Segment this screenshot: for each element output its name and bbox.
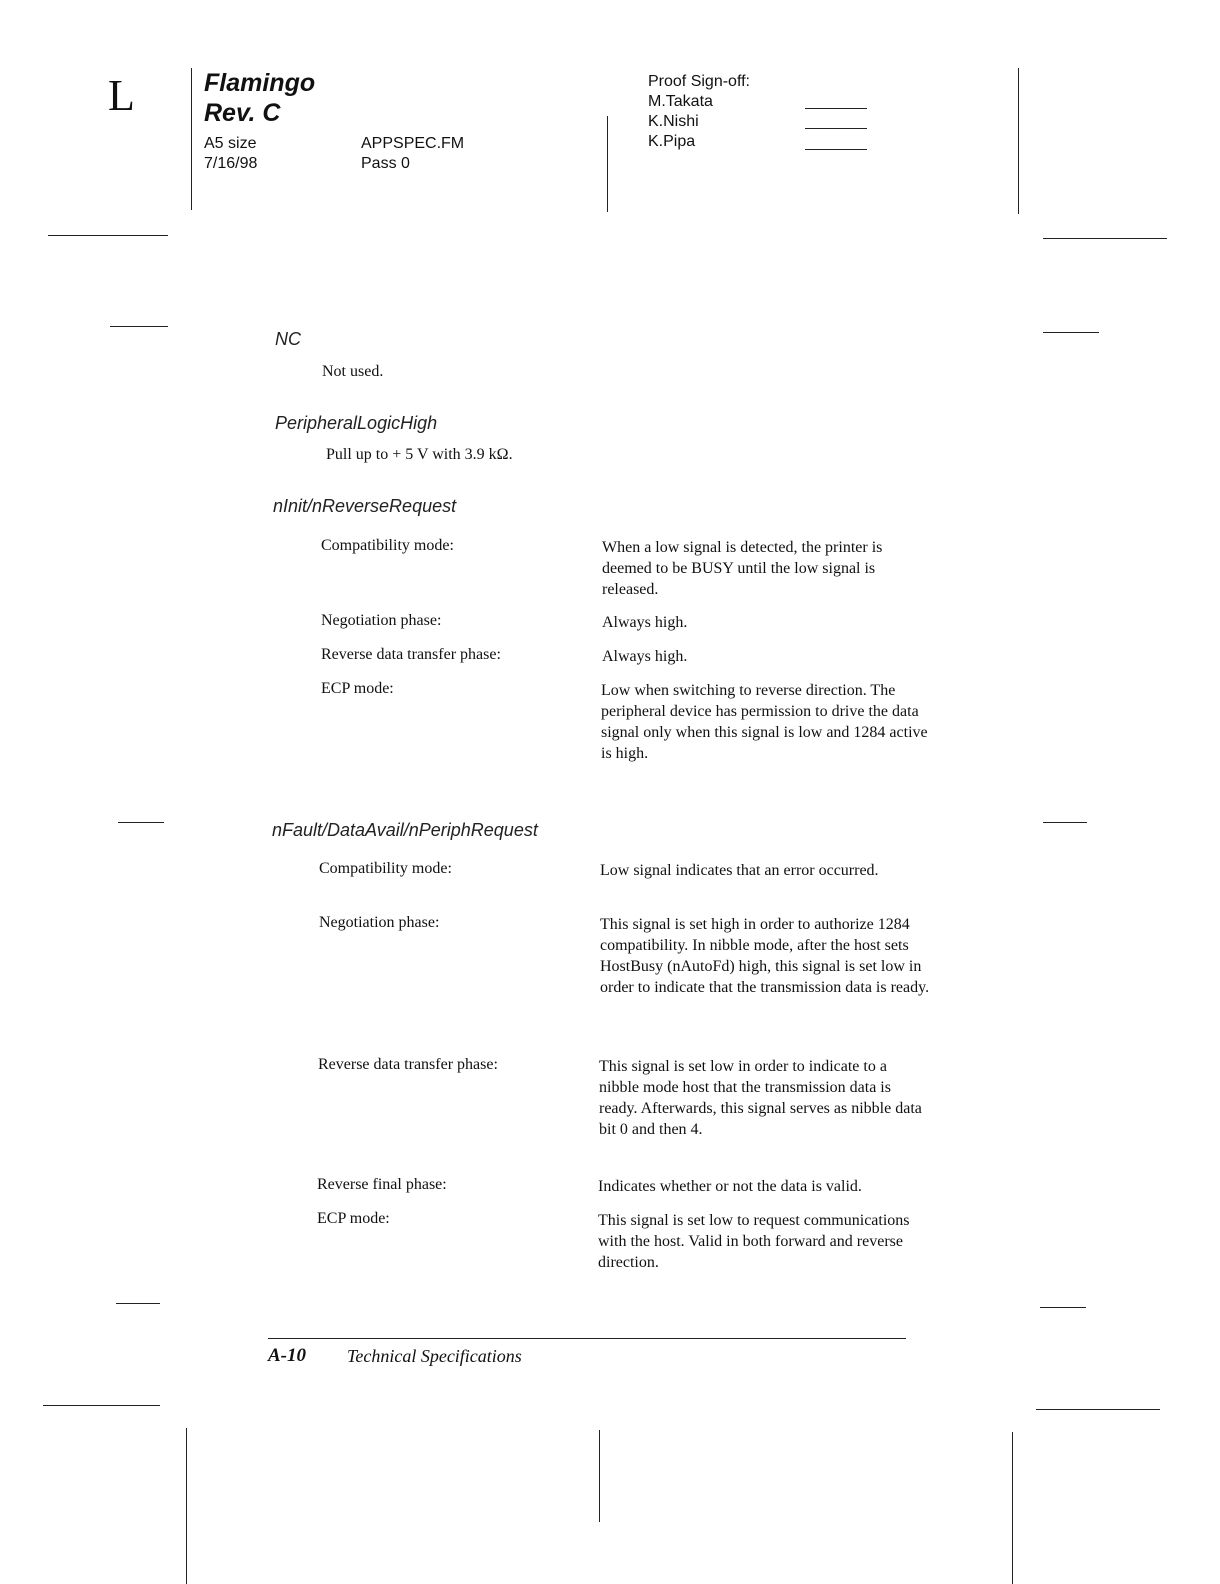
doc-file: APPSPEC.FM xyxy=(361,135,465,152)
crop-mark xyxy=(43,1405,160,1406)
proof-signoff-label: Proof Sign-off: xyxy=(648,73,750,90)
crop-mark xyxy=(1012,1432,1013,1584)
row-description: Low when switching to reverse direction. The peripheral device has permission to drive the data signal only when this signal is low and 1284 active is high. xyxy=(601,682,928,762)
section-text-nc: Not used. xyxy=(322,363,384,380)
doc-pass: Pass 0 xyxy=(361,155,410,172)
row-description: When a low signal is detected, the printer is deemed to be BUSY until the low signal is released. xyxy=(602,539,883,598)
chapter-title: Technical Specifications xyxy=(347,1346,522,1366)
row-description: This signal is set low to request communications with the host. Valid in both forward and reverse direction. xyxy=(598,1212,910,1271)
row-description: This signal is set low in order to indicate to a nibble mode host that the transmission data is ready. Afterwards, this signal serves as nibble data bit 0 and then 4. xyxy=(599,1058,922,1138)
signoff-line xyxy=(805,149,867,150)
row-description: Always high. xyxy=(602,614,688,631)
crop-mark xyxy=(110,326,168,327)
page-number: A-10 xyxy=(268,1345,306,1366)
row-label: Compatibility mode: xyxy=(319,860,452,877)
section-heading-ninit: nInit/nReverseRequest xyxy=(273,496,457,516)
crop-mark xyxy=(599,1430,600,1522)
section-text-peripheral-logic-high: Pull up to + 5 V with 3.9 kΩ. xyxy=(326,446,513,463)
crop-mark xyxy=(116,1303,160,1304)
header-divider-center xyxy=(607,116,608,212)
signer-name: K.Pipa xyxy=(648,133,696,150)
row-label: Negotiation phase: xyxy=(321,612,442,629)
doc-revision: Rev. C xyxy=(204,99,281,127)
row-label: Reverse data transfer phase: xyxy=(318,1056,498,1073)
doc-title: Flamingo xyxy=(204,69,316,97)
crop-mark xyxy=(48,235,168,236)
row-label: Compatibility mode: xyxy=(321,537,454,554)
row-label: ECP mode: xyxy=(317,1210,390,1227)
signer-name: M.Takata xyxy=(648,93,713,110)
section-heading-nc: NC xyxy=(275,329,301,349)
crop-mark xyxy=(186,1428,187,1584)
header-divider-left xyxy=(191,68,192,210)
row-label: Negotiation phase: xyxy=(319,914,440,931)
row-description: Indicates whether or not the data is valid. xyxy=(598,1178,862,1195)
doc-size: A5 size xyxy=(204,135,257,152)
section-heading-nfault: nFault/DataAvail/nPeriphRequest xyxy=(272,820,538,840)
crop-mark xyxy=(1043,238,1167,239)
row-label: ECP mode: xyxy=(321,680,394,697)
row-label: Reverse data transfer phase: xyxy=(321,646,501,663)
doc-date: 7/16/98 xyxy=(204,155,258,172)
crop-mark xyxy=(1043,332,1099,333)
crop-mark xyxy=(118,822,164,823)
crop-mark xyxy=(1036,1409,1160,1410)
header-divider-right xyxy=(1018,68,1019,214)
signoff-line xyxy=(805,108,867,109)
footer-rule xyxy=(268,1338,906,1339)
row-description: Always high. xyxy=(602,648,688,665)
signoff-line xyxy=(805,128,867,129)
row-description: Low signal indicates that an error occurred. xyxy=(600,862,879,879)
section-heading-peripheral-logic-high: PeripheralLogicHigh xyxy=(275,413,438,433)
row-description: This signal is set high in order to authorize 1284 compatibility. In nibble mode, after the host sets HostBusy (nAutoFd) high, this signal is set low in order to indicate that the transmission data is ready. xyxy=(600,916,930,996)
crop-mark xyxy=(1040,1307,1086,1308)
margin-letter: L xyxy=(108,71,135,120)
crop-mark xyxy=(1043,822,1087,823)
signer-name: K.Nishi xyxy=(648,113,699,130)
row-label: Reverse final phase: xyxy=(317,1176,447,1193)
